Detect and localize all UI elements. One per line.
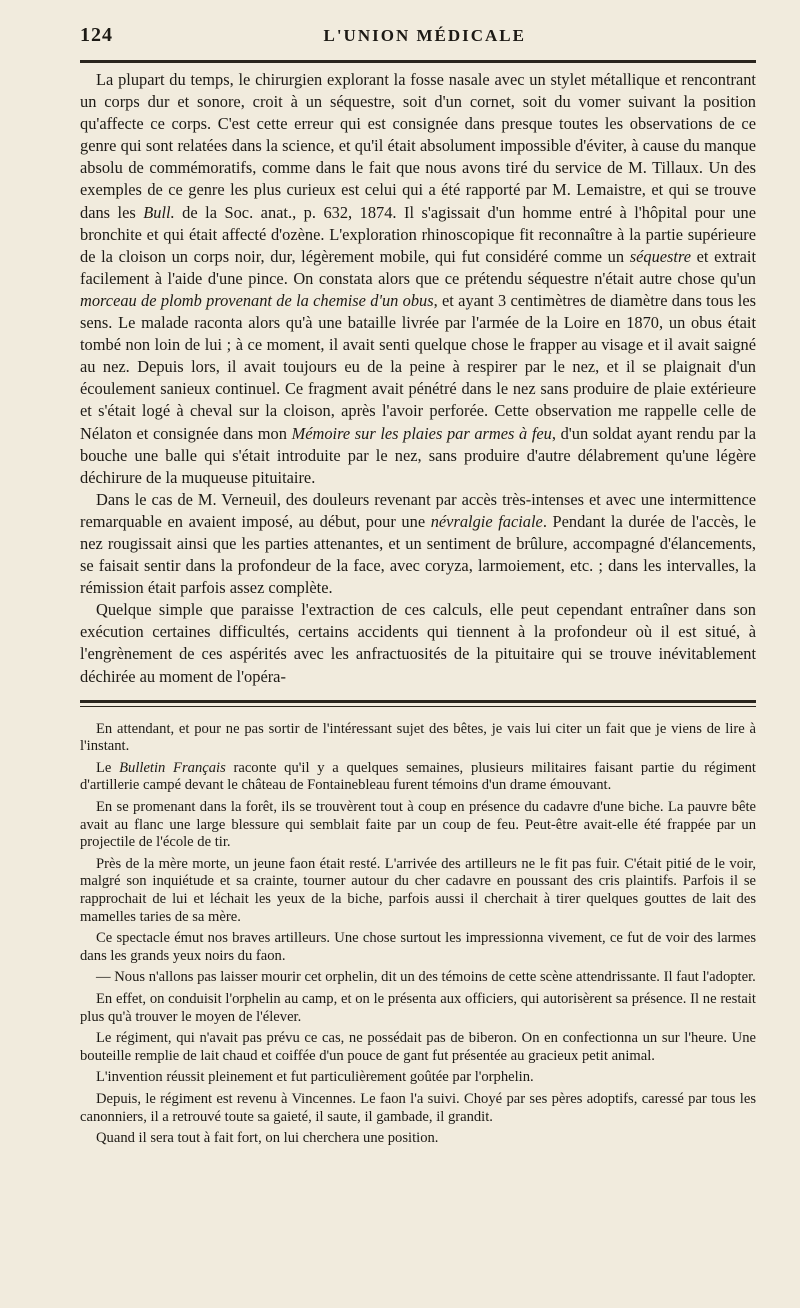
running-head: L'UNION MÉDICALE: [323, 26, 526, 45]
text-run: Dans le cas de M. Verneuil, des douleurs revenant par accès très-intenses et avec une intermittence remarquable en avaient imposé, au début, pour une: [80, 489, 756, 531]
feuilleton-paragraph: [80, 856, 756, 926]
feuilleton-paragraph: [80, 969, 756, 987]
text-run: L'invention réussit pleinement et fut particulièrement goûtée par l'orphelin.: [96, 1069, 534, 1086]
header-rule: [80, 60, 756, 63]
text-run: . Pendant la durée de l'accès, le nez rougissait ainsi que les parties attenantes, et un sentiment de brûlure, accompagné d'élancements, se faisait sentir dans la profondeur de la face, avec coryza, larmoiement, etc. ; dans les intervalles, la rémission était parfois assez complète.: [80, 511, 756, 598]
feuilleton-section: [80, 721, 756, 1148]
text-run: , et ayant 3 centimètres de diamètre dans tous les sens. Le malade raconta alors qu'à une bataille livrée par l'armée de la Loire en 1870, un obus était tombé non loin de lui ; à ce moment, il avait senti quelque chose le frapper au visage et il avait saigné au nez. Depuis lors, il avait toujours eu de la peine à respirer par le nez, et il se plaignait d'un écoulement sanieux continuel. Ce fragment avait pénétré dans le nez sans produire de plaie extérieure et s'était logé à cheval sur la cloison, après l'avoir perforée. Cette observation me rappelle celle de Nélaton et consignée dans mon: [80, 290, 756, 443]
main-paragraph: [80, 599, 756, 687]
text-run: et extrait facilement à l'aide d'une pince. On constata alors que ce prétendu séquestre n'était autre chose qu'un: [80, 246, 756, 288]
italic-run: Bull.: [143, 202, 175, 222]
feuilleton-paragraph: [80, 991, 756, 1026]
feuilleton-paragraph: [80, 1130, 756, 1148]
text-run: En se promenant dans la forêt, ils se trouvèrent tout à coup en présence du cadavre d'une biche. La pauvre bête avait au flanc une large blessure qui semblait faite par un coup de feu. Peut-être avait-elle été frappée par un projectile de l'école de tir.: [80, 799, 756, 851]
text-run: Le: [96, 759, 120, 776]
italic-run: Mémoire sur les plaies par armes à feu: [291, 423, 552, 443]
italic-run: morceau de plomb provenant de la chemise d'un obus: [80, 290, 434, 310]
italic-run: Bulletin Français: [119, 759, 226, 776]
feuilleton-separator: [80, 700, 756, 707]
text-run: Depuis, le régiment est revenu à Vincennes. Le faon l'a suivi. Choyé par ses pères adoptifs, caressé par tous les canonniers, il a retrouvé toute sa gaieté, il saute, il gambade, il grandit.: [80, 1090, 756, 1125]
text-run: Quand il sera tout à fait fort, on lui cherchera une position.: [96, 1130, 439, 1147]
text-run: Près de la mère morte, un jeune faon était resté. L'arrivée des artilleurs ne le fit pas fuir. C'était pitié de le voir, malgré son inquiétude et sa crainte, tourner autour du cher cadavre en poussant des cris plaintifs. Parfois il se rapprochait de lui et léchait les yeux de la biche, parfois aussi il cherchait à tirer quelques gouttes de lait des mamelles taries de sa mère.: [80, 855, 756, 925]
main-paragraph: [80, 69, 756, 489]
text-run: Quelque simple que paraisse l'extraction de ces calculs, elle peut cependant entraîner dans son exécution certaines difficultés, certains accidents qui tiennent à la profondeur où il est situé, à l'engrènement de ces aspérités avec les anfractuosités de la pituitaire qui se trouve inévitablement déchirée au moment de l'opéra-: [80, 600, 756, 686]
text-run: , d'un soldat ayant rendu par la bouche une balle qui s'était introduite par le nez, sans produire d'autre délabrement qu'une légère déchirure de la muqueuse pituitaire.: [80, 423, 757, 487]
feuilleton-paragraph: [80, 799, 756, 852]
text-run: raconte qu'il y a quelques semaines, plusieurs militaires faisant partie du régiment d'artillerie campé devant le château de Fontainebleau furent témoins d'un drame émouvant.: [80, 759, 756, 794]
feuilleton-paragraph: [80, 760, 756, 795]
feuilleton-paragraph: [80, 930, 756, 965]
page-number: 124: [80, 24, 113, 46]
italic-run: névralgie faciale: [430, 511, 543, 531]
text-run: de la Soc. anat., p. 632, 1874. Il s'agissait d'un homme entré à l'hôpital pour une bronchite et qui était affecté d'ozène. L'exploration rhinoscopique fit reconnaître à la partie supérieure de la cloison un corps noir, dur, légèrement mobile, qui fut considéré comme un: [80, 202, 756, 266]
main-paragraph: [80, 489, 756, 599]
text-run: — Nous n'allons pas laisser mourir cet orphelin, dit un des témoins de cette scène attendrissante. Il faut l'adopter.: [96, 969, 756, 986]
text-run: En attendant, et pour ne pas sortir de l'intéressant sujet des bêtes, je vais lui citer un fait que je viens de lire à l'instant.: [80, 720, 756, 755]
page-header: [80, 24, 756, 50]
feuilleton-paragraph: [80, 1069, 756, 1087]
text-run: Le régiment, qui n'avait pas prévu ce cas, ne possédait pas de biberon. On en confectionna un sur l'heure. Une bouteille remplie de lait chaud et coiffée d'un pouce de gant fut présentée au gracieux petit animal.: [80, 1030, 756, 1064]
italic-run: séquestre: [629, 246, 692, 266]
main-article: [80, 69, 756, 688]
text-run: En effet, on conduisit l'orphelin au camp, et on le présenta aux officiers, qui autorisèrent sa présence. Il ne restait plus qu'à trouver le moyen de l'élever.: [80, 990, 756, 1025]
feuilleton-paragraph: [80, 1030, 756, 1065]
feuilleton-paragraph: [80, 1091, 756, 1126]
feuilleton-paragraph: [80, 721, 756, 756]
text-run: La plupart du temps, le chirurgien explorant la fosse nasale avec un stylet métallique et rencontrant un corps dur et sonore, croit à un séquestre, soit d'un cornet, soit du vomer suivant la position qu'affecte ce corps. C'est cette erreur qui est consignée dans presque toutes les observations de ce genre qui sont relatées dans la science, et qu'il était absolument impossible d'éviter, à cause du manque absolu de commémoratifs, comme dans le fait que nous avons tiré du service de M. Tillaux. Un des exemples de ce genre les plus curieux est celui qui a été rapporté par M. Lemaistre, et qui se trouve dans les: [80, 70, 756, 222]
text-run: Ce spectacle émut nos braves artilleurs. Une chose surtout les impressionna vivement, ce fut de voir des larmes dans les grands yeux noirs du faon.: [80, 930, 756, 964]
